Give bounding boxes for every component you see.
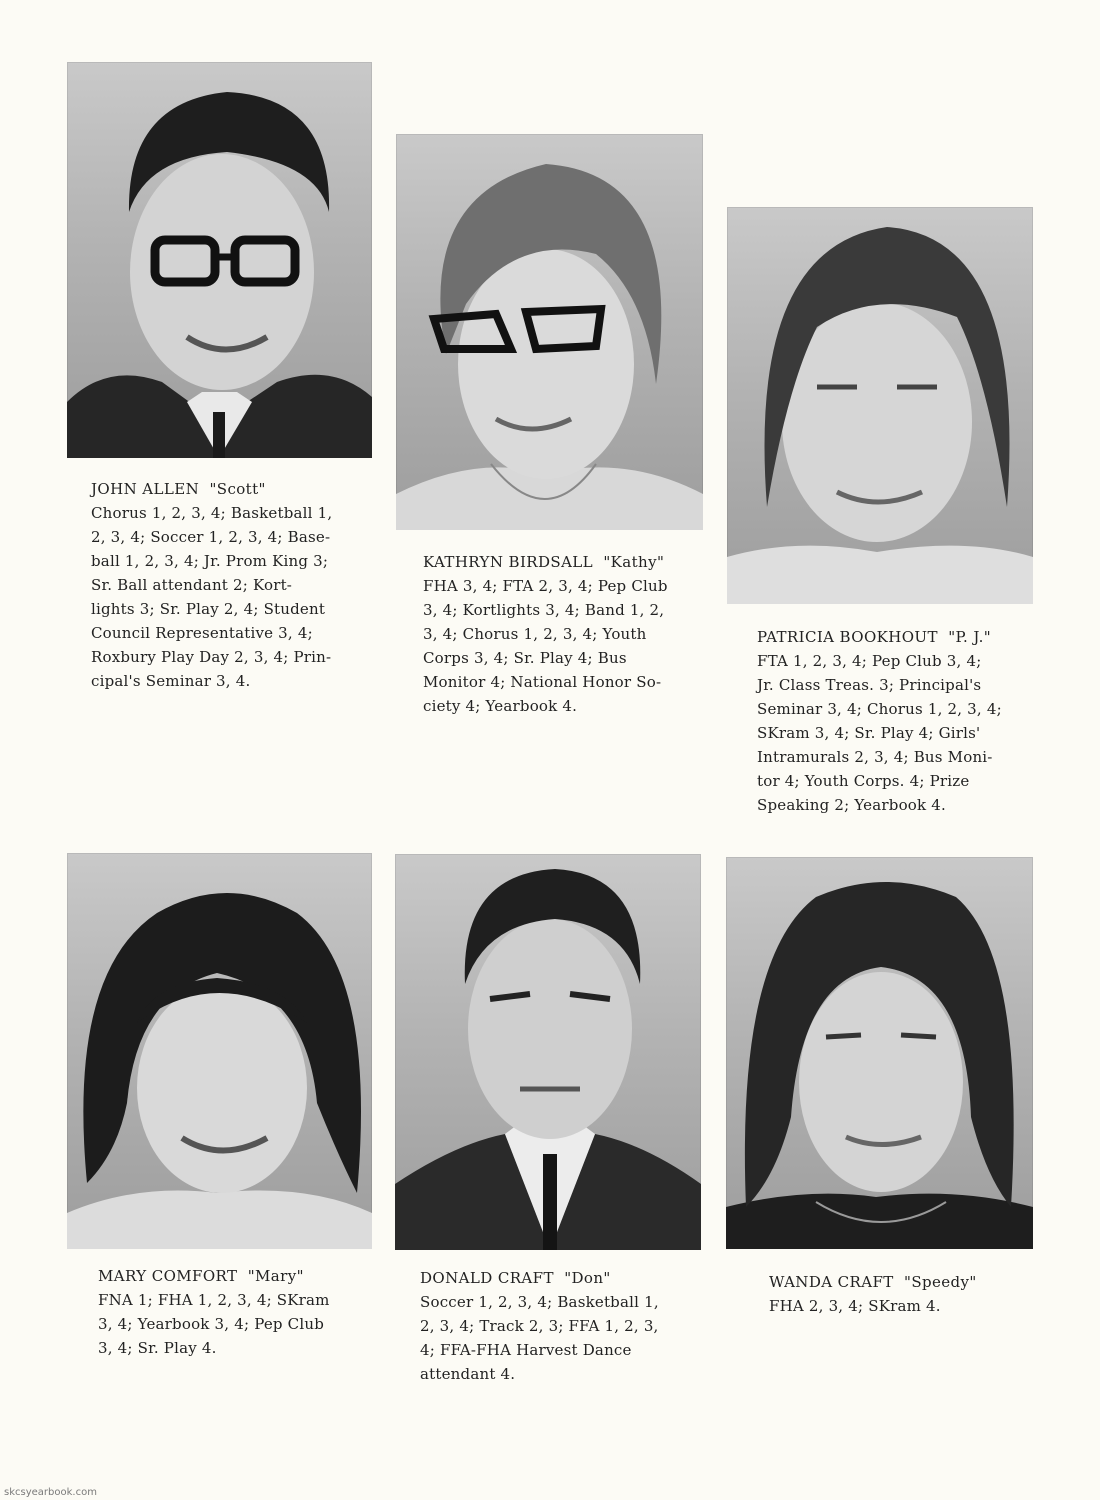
student-nickname: "Mary" <box>247 1267 304 1285</box>
activity-line: Monitor 4; National Honor So- <box>423 673 662 691</box>
activity-line: ball 1, 2, 3, 4; Jr. Prom King 3; <box>91 552 329 570</box>
activity-line: Chorus 1, 2, 3, 4; Basketball 1, <box>91 504 333 522</box>
portrait-photo-donald-craft <box>395 854 701 1250</box>
student-caption-wanda-craft <box>769 1270 977 1318</box>
portrait-photo-mary-comfort <box>67 853 372 1249</box>
student-name: KATHRYN BIRDSALL <box>423 553 594 571</box>
portrait-photo-kathryn-birdsall <box>396 134 703 530</box>
activity-line: FTA 1, 2, 3, 4; Pep Club 3, 4; <box>757 652 982 670</box>
activity-line: lights 3; Sr. Play 2, 4; Student <box>91 600 326 618</box>
activity-line: 3, 4; Yearbook 3, 4; Pep Club <box>98 1315 325 1333</box>
student-name: DONALD CRAFT <box>420 1269 554 1287</box>
portrait-photo-patricia-bookhout <box>727 207 1033 604</box>
portrait-photo-wanda-craft <box>726 857 1033 1249</box>
activity-line: 3, 4; Chorus 1, 2, 3, 4; Youth <box>423 625 647 643</box>
student-name-line <box>423 550 668 574</box>
activity-line: Corps 3, 4; Sr. Play 4; Bus <box>423 649 627 667</box>
activity-line: FNA 1; FHA 1, 2, 3, 4; SKram <box>98 1291 330 1309</box>
activity-line: 2, 3, 4; Track 2, 3; FFA 1, 2, 3, <box>420 1317 659 1335</box>
student-name: MARY COMFORT <box>98 1267 238 1285</box>
activity-line: ciety 4; Yearbook 4. <box>423 697 578 715</box>
student-nickname: "Speedy" <box>904 1273 977 1291</box>
activity-line: Soccer 1, 2, 3, 4; Basketball 1, <box>420 1293 659 1311</box>
portrait-icon <box>727 207 1033 604</box>
student-name: JOHN ALLEN <box>91 480 200 498</box>
watermark-text: skcsyearbook.com <box>4 1487 97 1498</box>
student-caption-john-allen <box>91 477 332 693</box>
student-nickname: "Scott" <box>209 480 266 498</box>
student-caption-patricia-bookhout <box>757 625 1002 817</box>
activity-line: Roxbury Play Day 2, 3, 4; Prin- <box>91 648 332 666</box>
student-name-line <box>420 1266 659 1290</box>
activity-line: cipal's Seminar 3, 4. <box>91 672 251 690</box>
student-caption-donald-craft <box>420 1266 659 1386</box>
student-caption-mary-comfort <box>98 1264 330 1360</box>
activity-line: Council Representative 3, 4; <box>91 624 313 642</box>
activity-line: Jr. Class Treas. 3; Principal's <box>757 676 982 694</box>
activity-line: tor 4; Youth Corps. 4; Prize <box>757 772 970 790</box>
activity-line: Seminar 3, 4; Chorus 1, 2, 3, 4; <box>757 700 1002 718</box>
student-name-line <box>757 625 1002 649</box>
student-name-line <box>91 477 332 501</box>
student-name: WANDA CRAFT <box>769 1273 894 1291</box>
activity-line: Speaking 2; Yearbook 4. <box>757 796 947 814</box>
activity-line: FHA 2, 3, 4; SKram 4. <box>769 1297 941 1315</box>
activity-line: FHA 3, 4; FTA 2, 3, 4; Pep Club <box>423 577 668 595</box>
student-name-line <box>98 1264 330 1288</box>
portrait-icon <box>396 134 703 530</box>
portrait-icon <box>726 857 1033 1249</box>
activity-line: attendant 4. <box>420 1365 516 1383</box>
student-caption-kathryn-birdsall <box>423 550 668 718</box>
portrait-icon <box>67 62 372 458</box>
activity-line: Sr. Ball attendant 2; Kort- <box>91 576 293 594</box>
activity-line: 4; FFA-FHA Harvest Dance <box>420 1341 632 1359</box>
student-nickname: "P. J." <box>948 628 992 646</box>
activity-line: 3, 4; Sr. Play 4. <box>98 1339 217 1357</box>
portrait-icon <box>67 853 372 1249</box>
portrait-photo-john-allen <box>67 62 372 458</box>
activity-line: 3, 4; Kortlights 3, 4; Band 1, 2, <box>423 601 665 619</box>
student-name-line <box>769 1270 977 1294</box>
portrait-icon <box>395 854 701 1250</box>
student-name: PATRICIA BOOKHOUT <box>757 628 938 646</box>
activity-line: SKram 3, 4; Sr. Play 4; Girls' <box>757 724 981 742</box>
activity-line: 2, 3, 4; Soccer 1, 2, 3, 4; Base- <box>91 528 331 546</box>
student-nickname: "Kathy" <box>603 553 665 571</box>
activity-line: Intramurals 2, 3, 4; Bus Moni- <box>757 748 993 766</box>
student-nickname: "Don" <box>564 1269 611 1287</box>
